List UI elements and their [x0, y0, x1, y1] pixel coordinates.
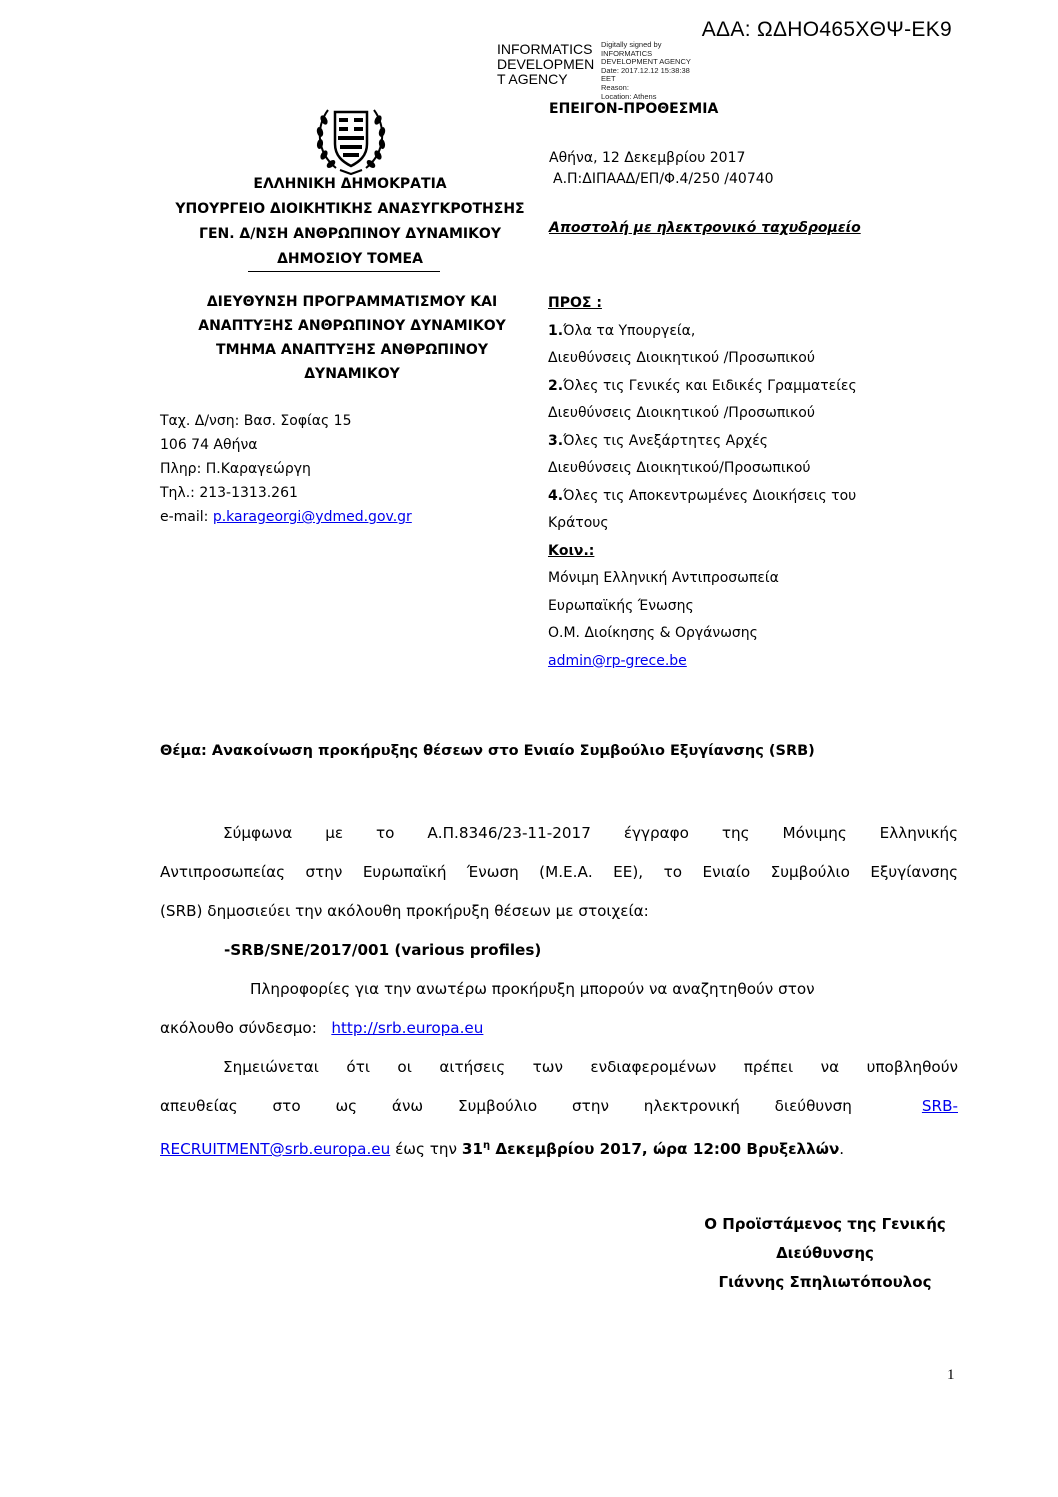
department-line: ΔΙΕΥΘΥΝΣΗ ΠΡΟΓΡΑΜΜΑΤΙΣΜΟΥ ΚΑΙ: [206, 294, 498, 310]
subject-line: Θέμα: Ανακοίνωση προκήρυξης θέσεων στο Ενιαίο Συμβούλιο Εξυγίανσης (SRB): [160, 743, 815, 759]
email-row: [160, 505, 412, 529]
signature-line: Γιάννης Σπηλιωτόπουλος: [718, 1273, 932, 1291]
recipient-item: 2.Όλες τις Γενικές και Ειδικές Γραμματείες: [548, 377, 857, 394]
contact-block: [160, 409, 412, 529]
digital-signature-org: [497, 42, 594, 87]
deadline-day: 31: [461, 1140, 483, 1159]
header-line: ΓΕΝ. Δ/ΝΣΗ ΑΝΘΡΩΠΙΝΟΥ ΔΥΝΑΜΙΚΟΥ: [199, 226, 501, 242]
cc-label: Κοιν.:: [548, 542, 595, 559]
signature-line: Ο Προϊστάμενος της Γενικής: [704, 1215, 946, 1233]
signature-detail-line: Date: 2017.12.12 15:38:38: [601, 65, 690, 75]
cc-line: Μόνιμη Ελληνική Αντιπροσωπεία: [548, 570, 779, 586]
deadline-sup: η: [482, 1140, 491, 1151]
document-date: Αθήνα, 12 Δεκεμβρίου 2017: [549, 150, 746, 166]
address: Ταχ. Δ/νση: Βασ. Σοφίας 15: [160, 413, 352, 429]
until-text: έως την: [390, 1140, 462, 1159]
recipient-item: 4.Όλες τις Αποκεντρωμένες Διοικήσεις του: [548, 487, 857, 504]
page-number: 1: [947, 1367, 955, 1383]
department-line: ΤΜΗΜΑ ΑΝΑΠΤΥΞΗΣ ΑΝΘΡΩΠΙΝΟΥ: [216, 342, 488, 358]
to-label: ΠΡΟΣ :: [548, 295, 602, 311]
email-label: e-mail:: [160, 509, 213, 525]
signature-org-line: INFORMATICS: [497, 41, 593, 57]
greek-emblem-icon: [312, 96, 390, 178]
signature-detail-line: Location: Athens: [601, 91, 657, 101]
digital-signature-details: [601, 41, 691, 101]
recipients-block: [548, 290, 857, 675]
signature-detail-line: Reason:: [601, 82, 629, 92]
body-line: Σημειώνεται ότι οι αιτήσεις των ενδιαφερομένων πρέπει να υποβληθούν: [223, 1058, 958, 1076]
header-divider: [248, 271, 440, 272]
signature-org-line: T AGENCY: [497, 71, 568, 87]
sender-email-link[interactable]: p.karageorgi@ydmed.gov.gr: [212, 509, 412, 525]
recipient-item-detail: Κράτους: [548, 515, 609, 531]
srb-website-link[interactable]: http://srb.europa.eu: [331, 1019, 484, 1037]
vacancy-reference: -SRB/SNE/2017/001 (various profiles): [224, 941, 542, 959]
body-line: [160, 1126, 958, 1165]
deadline-rest: Δεκεμβρίου 2017, ώρα 12:00 Βρυξελλών: [490, 1140, 840, 1159]
recipient-item-detail: Διευθύνσεις Διοικητικού /Προσωπικού: [548, 405, 815, 421]
cc-email-row: [548, 648, 857, 676]
signature-detail-line: INFORMATICS: [601, 48, 653, 58]
department-block: [162, 290, 542, 386]
signature-line: Διεύθυνσης: [776, 1244, 874, 1262]
sender-header: [160, 172, 540, 272]
phone: Τηλ.: 213-1313.261: [160, 485, 298, 501]
body-end: .: [839, 1140, 845, 1159]
cc-line: Ο.Μ. Διοίκησης & Οργάνωσης: [548, 625, 758, 641]
body-text: απευθείας στο ως άνω Συμβούλιο στην ηλεκτρονική διεύθυνση: [160, 1097, 852, 1115]
cc-email-link[interactable]: admin@rp-grece.be: [548, 652, 687, 669]
info-contact: Πληρ: Π.Καραγεώργη: [160, 461, 311, 477]
header-line: ΔΗΜΟΣΙΟΥ ΤΟΜΕΑ: [277, 251, 423, 267]
cc-line: Ευρωπαϊκής Ένωσης: [548, 597, 694, 614]
body-line: Πληροφορίες για την ανωτέρω προκήρυξη μπορούν να αναζητηθούν στον: [250, 980, 815, 998]
signature-detail-line: Digitally signed by: [601, 40, 662, 49]
recruitment-email-link-part1[interactable]: SRB-: [921, 1097, 958, 1115]
body-paragraph-1: [160, 814, 958, 1165]
signature-block: [680, 1210, 970, 1297]
body-line: Αντιπροσωπείας στην Ευρωπαϊκή Ένωση (Μ.Ε.Α. ΕΕ), το Ενιαίο Συμβούλιο Εξυγίανσης: [160, 863, 958, 881]
signature-detail-line: DEVELOPMENT AGENCY: [601, 57, 691, 67]
protocol-number: Α.Π:ΔΙΠΑΑΔ/ΕΠ/Φ.4/250 /40740: [553, 171, 774, 187]
recipient-item: 1.Όλα τα Υπουργεία,: [548, 322, 696, 339]
header-line: ΥΠΟΥΡΓΕΙΟ ΔΙΟΙΚΗΤΙΚΗΣ ΑΝΑΣΥΓΚΡΟΤΗΣΗΣ: [175, 201, 525, 217]
recipient-item-detail: Διευθύνσεις Διοικητικού /Προσωπικού: [548, 350, 815, 366]
department-line: ΔΥΝΑΜΙΚΟΥ: [304, 366, 400, 382]
body-line: [160, 1087, 958, 1126]
postcode-city: 106 74 Αθήνα: [160, 437, 258, 453]
recruitment-email-link-part2[interactable]: RECRUITMENT@srb.europa.eu: [160, 1140, 391, 1159]
signature-org-line: DEVELOPMEN: [497, 56, 595, 72]
delivery-method: Αποστολή με ηλεκτρονικό ταχυδρομείο: [549, 220, 861, 236]
body-line: [160, 1009, 958, 1048]
recipient-item: 3.Όλες τις Ανεξάρτητες Αρχές: [548, 432, 768, 449]
link-prefix: ακόλουθο σύνδεσμο:: [160, 1019, 317, 1037]
header-line: ΕΛΛΗΝΙΚΗ ΔΗΜΟΚΡΑΤΙΑ: [253, 176, 447, 192]
body-line: Σύμφωνα με το Α.Π.8346/23-11-2017 έγγραφο της Μόνιμης Ελληνικής: [223, 824, 958, 842]
ada-number: ΑΔΑ: ΩΔΗΟ465ΧΘΨ-ΕΚ9: [701, 18, 952, 41]
recipient-item-detail: Διευθύνσεις Διοικητικού/Προσωπικού: [548, 460, 811, 476]
signature-detail-line: EET: [601, 74, 616, 84]
department-line: ΑΝΑΠΤΥΞΗΣ ΑΝΘΡΩΠΙΝΟΥ ΔΥΝΑΜΙΚΟΥ: [198, 318, 506, 334]
body-line: (SRB) δημοσιεύει την ακόλουθη προκήρυξη θέσεων με στοιχεία:: [160, 902, 649, 920]
urgency-label: ΕΠΕΙΓΟΝ-ΠΡΟΘΕΣΜΙΑ: [549, 101, 719, 117]
